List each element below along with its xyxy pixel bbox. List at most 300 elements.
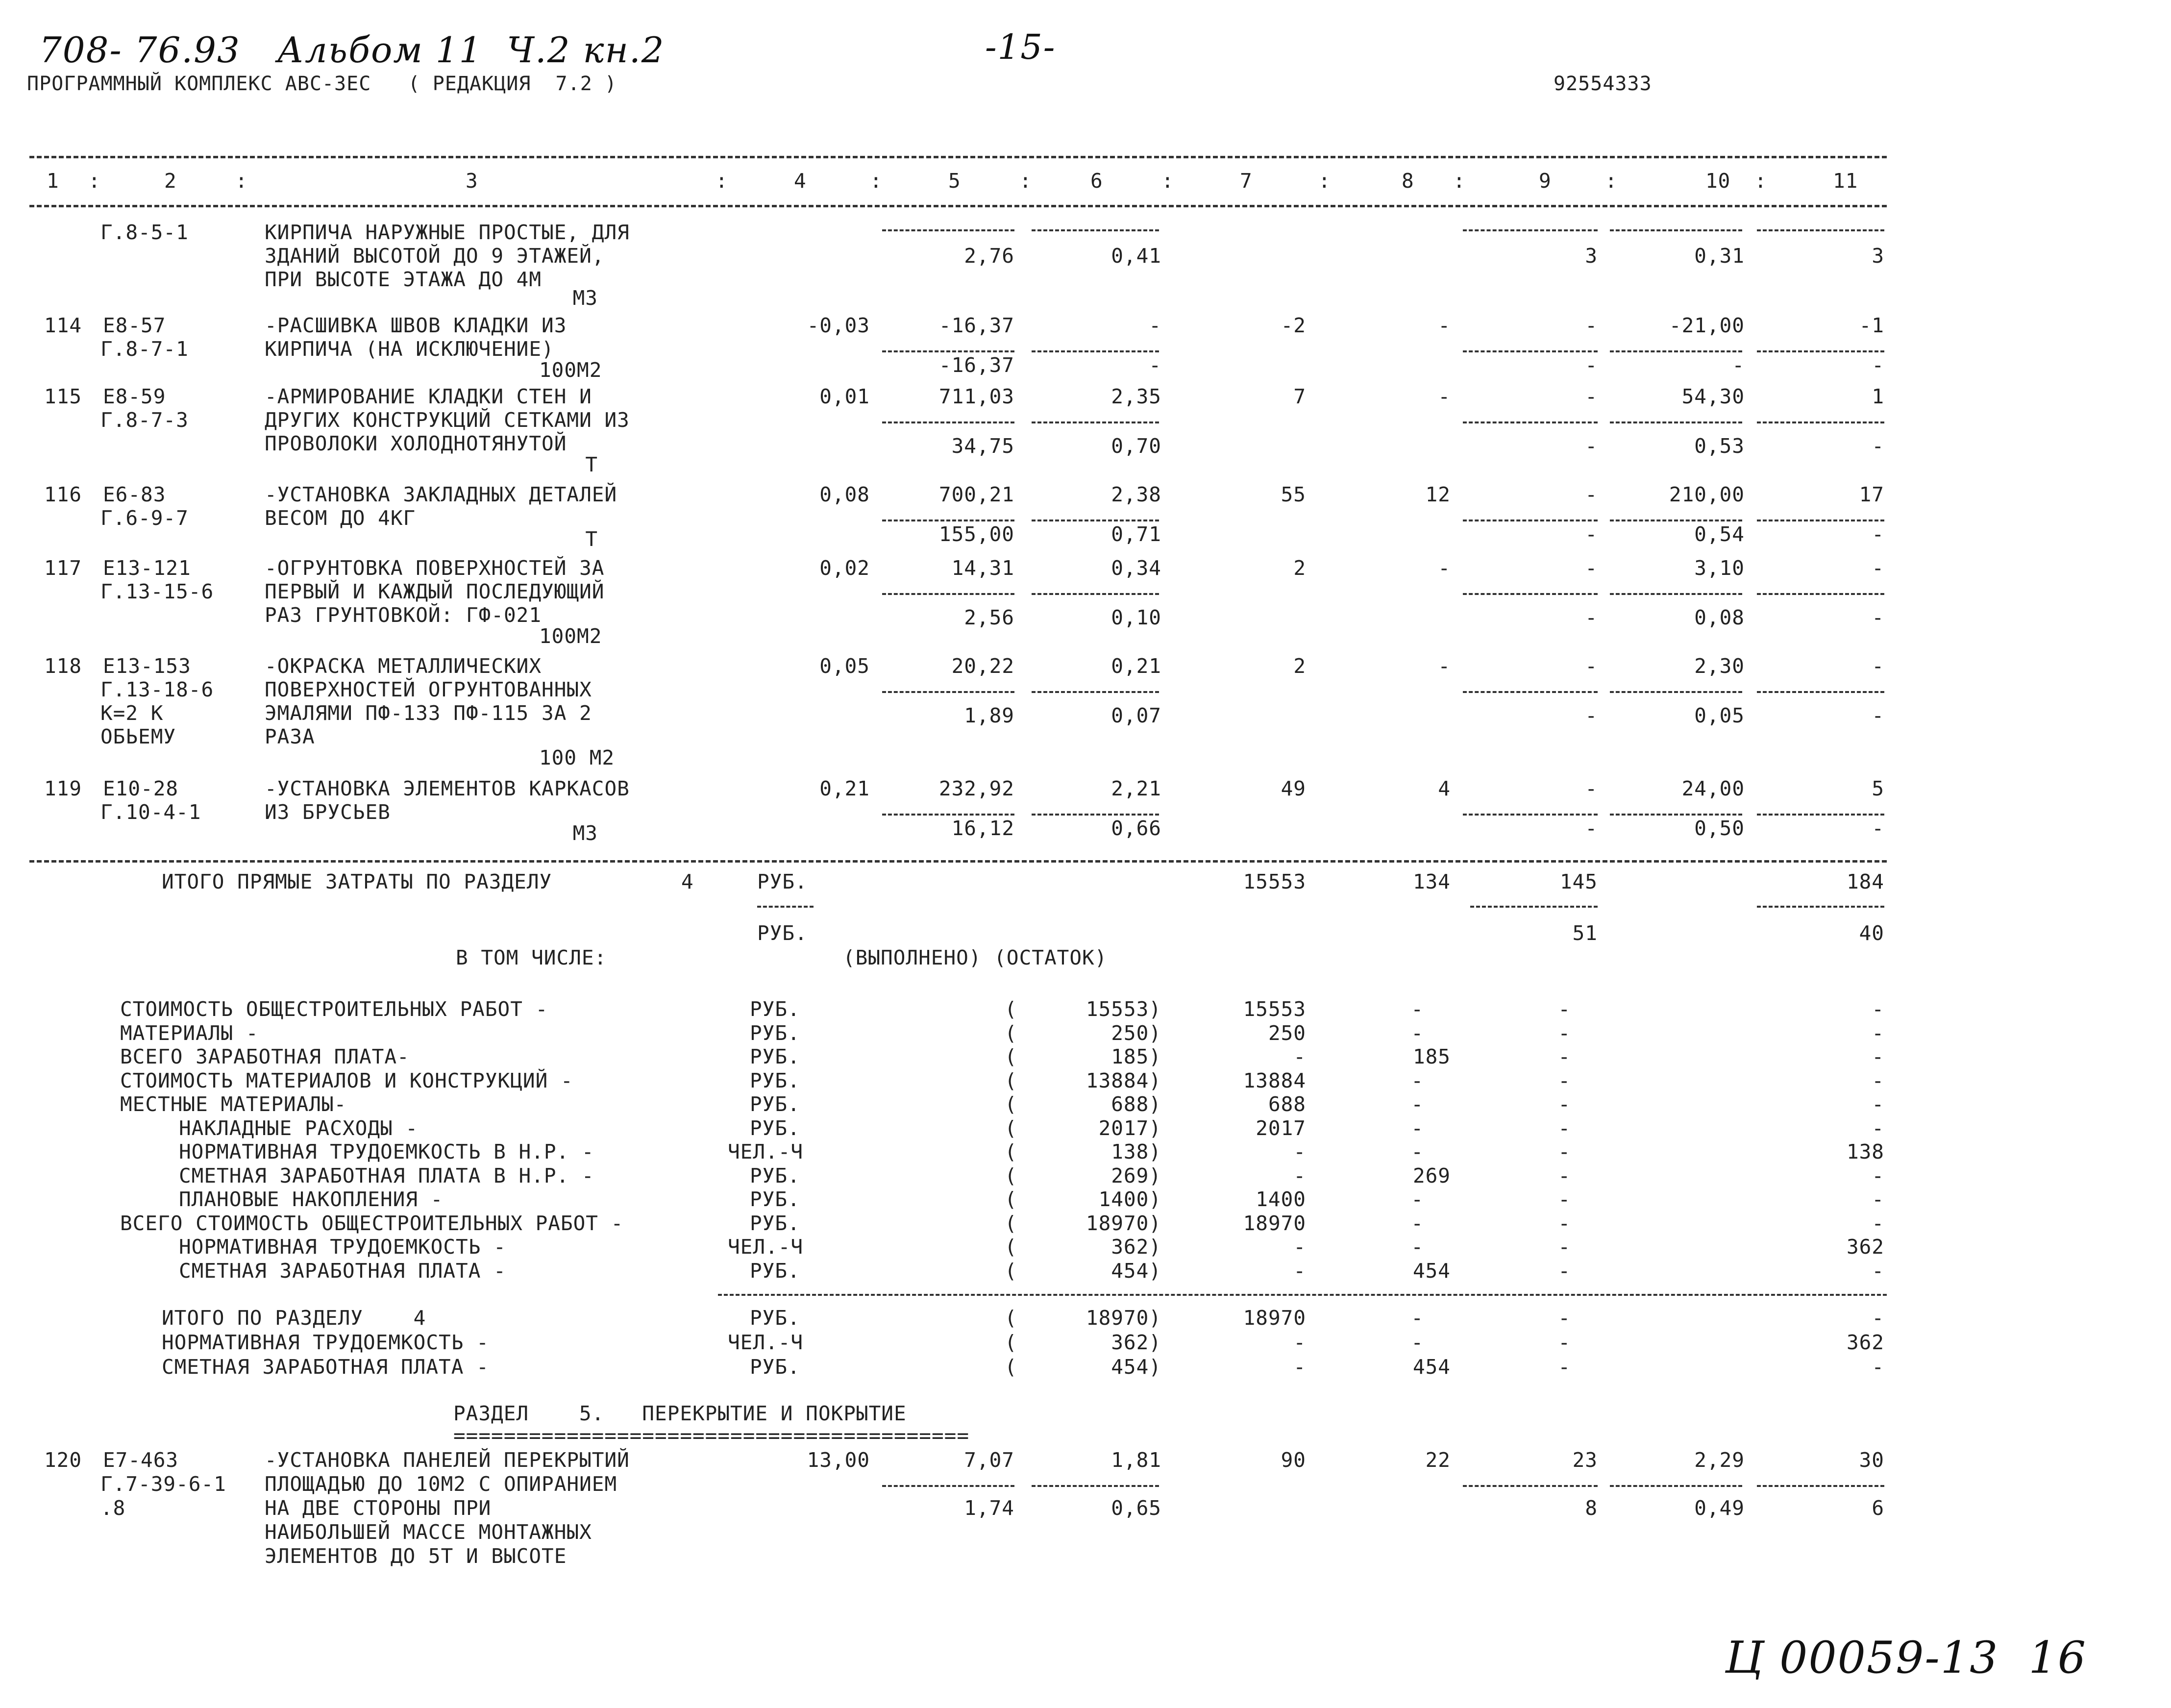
col9-lower: -	[1585, 606, 1598, 629]
col10-upper: 24,00	[1681, 777, 1745, 800]
col9-upper: -	[1585, 385, 1598, 408]
column-header-10: 10	[1705, 169, 1731, 193]
paren-open: (	[1005, 1045, 1017, 1068]
breakdown-label: СМЕТНАЯ ЗАРАБОТНАЯ ПЛАТА -	[179, 1259, 506, 1283]
unit-cost-wage: 0,34	[1111, 556, 1161, 580]
col10-lower: 0,08	[1694, 606, 1745, 629]
breakdown-col9: -	[1558, 1069, 1571, 1092]
col11-lower: -	[1872, 704, 1884, 727]
column-separator: :	[1161, 169, 1174, 193]
cell-underline	[882, 1485, 1014, 1487]
total-cost: 55	[1281, 483, 1306, 506]
breakdown-label: ПЛАНОВЫЕ НАКОПЛЕНИЯ -	[179, 1188, 444, 1211]
total-wage: 22	[1425, 1448, 1451, 1472]
column-header-8: 8	[1402, 169, 1414, 193]
totals-col11-lower: 40	[1859, 921, 1884, 945]
column-separator: :	[1605, 169, 1618, 193]
cell-underline	[1463, 1485, 1598, 1487]
unit-cost-machines: 155,00	[938, 522, 1014, 546]
work-description: -АРМИРОВАНИЕ КЛАДКИ СТЕН И	[265, 385, 592, 408]
norm-coef-basis: ОБЬЕМУ	[100, 725, 176, 748]
breakdown-label: СТОИМОСТЬ МАТЕРИАЛОВ И КОНСТРУКЦИЙ -	[120, 1069, 573, 1092]
handwritten-page-number: -15-	[985, 27, 1056, 67]
paren-open: (	[1005, 1331, 1017, 1354]
work-unit: 100М2	[539, 358, 602, 382]
breakdown-col11: -	[1872, 1164, 1884, 1188]
col9-lower: 8	[1585, 1496, 1598, 1520]
unit-cost-machine-wage: 0,65	[1111, 1496, 1161, 1520]
breakdown-done-value: 13884)	[1086, 1069, 1161, 1092]
column-header-9: 9	[1539, 169, 1552, 193]
cell-underline	[1757, 691, 1884, 693]
breakdown-col7: 250	[1268, 1021, 1306, 1045]
cell-underline	[882, 229, 1014, 231]
section-title: РАЗДЕЛ 5. ПЕРЕКРЫТИЕ И ПОКРЫТИЕ	[453, 1402, 907, 1425]
section-total-col9: -	[1558, 1355, 1571, 1379]
unit-cost-machines: 1,74	[964, 1496, 1014, 1520]
col11-lower: 6	[1872, 1496, 1884, 1520]
breakdown-label: НОРМАТИВНАЯ ТРУДОЕМКОСТЬ -	[179, 1235, 506, 1259]
col10-lower: 0,54	[1694, 522, 1745, 546]
unit-cost-wage: -	[1149, 314, 1161, 337]
total-cost: 90	[1281, 1448, 1306, 1472]
work-description: НА ДВЕ СТОРОНЫ ПРИ	[265, 1496, 492, 1520]
cell-underline	[1463, 593, 1598, 595]
work-description: ПЛОЩАДЬЮ ДО 10М2 С ОПИРАНИЕМ	[265, 1472, 617, 1496]
breakdown-col7: -	[1293, 1164, 1306, 1188]
work-unit: 100 М2	[539, 746, 615, 769]
work-description: КИРПИЧА (НА ИСКЛЮЧЕНИЕ)	[265, 337, 554, 361]
section-total-unit: РУБ.	[750, 1355, 800, 1379]
cell-underline	[1032, 691, 1159, 693]
cell-underline	[1032, 520, 1159, 521]
section-total-col7: 18970	[1243, 1306, 1306, 1330]
breakdown-unit: РУБ.	[750, 1212, 800, 1235]
breakdown-label: НАКЛАДНЫЕ РАСХОДЫ -	[179, 1116, 418, 1140]
breakdown-col11: 362	[1846, 1235, 1884, 1259]
breakdown-label: СМЕТНАЯ ЗАРАБОТНАЯ ПЛАТА В Н.Р. -	[179, 1164, 594, 1188]
paren-open: (	[1005, 1069, 1017, 1092]
column-header-1: 1	[47, 169, 59, 193]
cell-underline	[1610, 1485, 1742, 1487]
cell-underline	[1757, 229, 1884, 231]
breakdown-col11: -	[1872, 997, 1884, 1021]
paren-open: (	[1005, 1188, 1017, 1211]
norm-ref: Г.8-7-1	[100, 337, 189, 361]
breakdown-done-value: 362)	[1111, 1235, 1161, 1259]
col9-upper: -	[1585, 483, 1598, 506]
cell-underline	[882, 520, 1014, 521]
total-wage: -	[1438, 654, 1451, 678]
breakdown-label: ВСЕГО ЗАРАБОТНАЯ ПЛАТА-	[120, 1045, 410, 1068]
norm-code: Е6-83	[103, 483, 166, 506]
breakdown-label: МЕСТНЫЕ МАТЕРИАЛЫ-	[120, 1092, 347, 1116]
col10-upper: 210,00	[1669, 483, 1745, 506]
work-description: ВЕСОМ ДО 4КГ	[265, 506, 416, 530]
total-cost: -2	[1281, 314, 1306, 337]
col9-upper: -	[1585, 314, 1598, 337]
work-description: -РАСШИВКА ШВОВ КЛАДКИ ИЗ	[265, 314, 567, 337]
breakdown-unit: ЧЕЛ.-Ч	[728, 1235, 804, 1259]
work-description: ПОВЕРХНОСТЕЙ ОГРУНТОВАННЫХ	[265, 678, 592, 701]
unit-cost-wage: 1,81	[1111, 1448, 1161, 1472]
norm-ref: Г.7-39-6-1	[100, 1472, 226, 1496]
work-description: ИЗ БРУСЬЕВ	[265, 800, 391, 824]
cell-underline	[1032, 593, 1159, 595]
row-number: 116	[44, 483, 82, 506]
unit-cost-total: 7,07	[964, 1448, 1014, 1472]
work-unit: М3	[572, 286, 598, 310]
work-description: ДРУГИХ КОНСТРУКЦИЙ СЕТКАМИ ИЗ	[265, 408, 630, 432]
unit-cost-machines: 1,89	[964, 704, 1014, 727]
breakdown-col11: -	[1872, 1045, 1884, 1068]
breakdown-done-value: 250)	[1111, 1021, 1161, 1045]
unit-cost-total: -16,37	[938, 314, 1014, 337]
done-remainder-label: (ВЫПОЛНЕНО) (ОСТАТОК)	[843, 946, 1108, 969]
paren-open: (	[1005, 997, 1017, 1021]
breakdown-done-value: 138)	[1111, 1140, 1161, 1163]
col9-lower: -	[1585, 434, 1598, 458]
work-description: ПЕРВЫЙ И КАЖДЫЙ ПОСЛЕДУЮЩИЙ	[265, 580, 605, 603]
breakdown-label: МАТЕРИАЛЫ -	[120, 1021, 259, 1045]
unit-cost-total: 20,22	[951, 654, 1014, 678]
column-separator: :	[235, 169, 248, 193]
work-description: ПРОВОЛОКИ ХОЛОДНОТЯНУТОЙ	[265, 432, 567, 455]
breakdown-col11: -	[1872, 1188, 1884, 1211]
work-unit: М3	[572, 821, 598, 845]
norm-code: Е13-121	[103, 556, 191, 580]
section-total-col11: -	[1872, 1355, 1884, 1379]
quantity: 0,01	[819, 385, 870, 408]
total-wage: -	[1438, 556, 1451, 580]
unit-cost-machines: -16,37	[938, 353, 1014, 377]
cell-underline	[1610, 229, 1742, 231]
section-total-value: 18970)	[1086, 1306, 1161, 1330]
quantity: 13,00	[807, 1448, 870, 1472]
norm-coef: К=2 К	[100, 701, 164, 725]
unit-cost-wage: 2,38	[1111, 483, 1161, 506]
col9-upper: 23	[1572, 1448, 1598, 1472]
unit-cost-total: 232,92	[938, 777, 1014, 800]
breakdown-col11: -	[1872, 1069, 1884, 1092]
column-header-6: 6	[1090, 169, 1103, 193]
breakdown-col11: -	[1872, 1259, 1884, 1283]
cell-underline	[1757, 906, 1884, 908]
column-header-3: 3	[466, 169, 478, 193]
unit-cost-wage: 2,21	[1111, 777, 1161, 800]
paren-open: (	[1005, 1092, 1017, 1116]
breakdown-col9: -	[1558, 1116, 1571, 1140]
col10-upper: 2,30	[1694, 654, 1745, 678]
cell-underline	[1463, 350, 1598, 352]
col9-lower: 3	[1585, 244, 1598, 268]
total-wage: -	[1438, 314, 1451, 337]
column-separator: :	[870, 169, 883, 193]
breakdown-col9: -	[1558, 1140, 1571, 1163]
norm-code: Е8-57	[103, 314, 166, 337]
breakdown-done-value: 269)	[1111, 1164, 1161, 1188]
cell-underline	[1757, 350, 1884, 352]
column-separator: :	[1318, 169, 1331, 193]
paren-open: (	[1005, 1235, 1017, 1259]
cell-underline	[1610, 350, 1742, 352]
paren-open: (	[1005, 1021, 1017, 1045]
column-separator: :	[1754, 169, 1767, 193]
cell-underline	[882, 350, 1014, 352]
unit-cost-machine-wage: -	[1149, 353, 1161, 377]
breakdown-col7: 688	[1268, 1092, 1306, 1116]
paren-open: (	[1005, 1140, 1017, 1163]
total-wage: 12	[1425, 483, 1451, 506]
section-total-col11: -	[1872, 1306, 1884, 1330]
cell-underline	[882, 593, 1014, 595]
work-unit: Т	[585, 453, 598, 476]
section-total-col8: 454	[1412, 1355, 1451, 1379]
work-description: ЭМАЛЯМИ ПФ-133 ПФ-115 ЗА 2	[265, 701, 592, 725]
section-total-unit: РУБ.	[750, 1306, 800, 1330]
cell-underline	[1032, 1485, 1159, 1487]
breakdown-col7: 18970	[1243, 1212, 1306, 1235]
paren-open: (	[1005, 1164, 1017, 1188]
norm-code: Е10-28	[103, 777, 179, 800]
breakdown-done-value: 688)	[1111, 1092, 1161, 1116]
unit-cost-machines: 16,12	[951, 817, 1014, 840]
breakdown-unit: РУБ.	[750, 1092, 800, 1116]
table-header-rule	[29, 205, 1887, 207]
cell-underline	[1757, 520, 1884, 521]
col11-lower: -	[1872, 817, 1884, 840]
work-unit: 100М2	[539, 624, 602, 648]
section-total-unit: ЧЕЛ.-Ч	[728, 1331, 804, 1354]
col10-lower: -	[1732, 353, 1745, 377]
unit-cost-total: 700,21	[938, 483, 1014, 506]
norm-ref: Г.10-4-1	[100, 800, 201, 824]
work-description: -УСТАНОВКА ЭЛЕМЕНТОВ КАРКАСОВ	[265, 777, 630, 800]
breakdown-col11: -	[1872, 1092, 1884, 1116]
work-description: ПРИ ВЫСОТЕ ЭТАЖА ДО 4М	[265, 268, 542, 291]
unit-cost-machine-wage: 0,70	[1111, 434, 1161, 458]
cell-underline	[1610, 593, 1742, 595]
col10-upper: 3,10	[1694, 556, 1745, 580]
col9-lower: -	[1585, 704, 1598, 727]
cell-underline	[1757, 1485, 1884, 1487]
cell-underline	[1610, 691, 1742, 693]
breakdown-col11: 138	[1846, 1140, 1884, 1163]
breakdown-unit: ЧЕЛ.-Ч	[728, 1140, 804, 1163]
column-separator: :	[715, 169, 728, 193]
breakdown-col8: -	[1411, 1188, 1424, 1211]
work-unit: Т	[585, 527, 598, 551]
col11-lower: -	[1872, 606, 1884, 629]
breakdown-col9: -	[1558, 1021, 1571, 1045]
column-separator: :	[88, 169, 101, 193]
section-total-label: СМЕТНАЯ ЗАРАБОТНАЯ ПЛАТА -	[162, 1355, 489, 1379]
total-wage: -	[1438, 385, 1451, 408]
col10-upper: 54,30	[1681, 385, 1745, 408]
quantity: 0,08	[819, 483, 870, 506]
col10-lower: 0,50	[1694, 817, 1745, 840]
section-total-col11: 362	[1846, 1331, 1884, 1354]
breakdown-col8: -	[1411, 1212, 1424, 1235]
breakdown-unit: РУБ.	[750, 1188, 800, 1211]
norm-code: Е13-153	[103, 654, 191, 678]
cell-underline	[1470, 906, 1598, 908]
breakdown-col7: 13884	[1243, 1069, 1306, 1092]
unit-cost-machine-wage: 0,10	[1111, 606, 1161, 629]
work-description: РАЗА	[265, 725, 315, 748]
breakdown-col9: -	[1558, 1212, 1571, 1235]
work-description: КИРПИЧА НАРУЖНЫЕ ПРОСТЫЕ, ДЛЯ	[265, 221, 630, 244]
paren-open: (	[1005, 1259, 1017, 1283]
total-cost: 49	[1281, 777, 1306, 800]
breakdown-col9: -	[1558, 1092, 1571, 1116]
norm-coef: .8	[100, 1496, 126, 1520]
norm-code: Г.8-5-1	[100, 221, 189, 244]
section-total-col8: -	[1411, 1331, 1424, 1354]
col10-lower: 0,05	[1694, 704, 1745, 727]
breakdown-col7: 2017	[1256, 1116, 1306, 1140]
cell-underline	[1463, 691, 1598, 693]
column-separator: :	[1453, 169, 1466, 193]
cell-underline	[1463, 421, 1598, 423]
section-total-rule	[718, 1294, 1887, 1296]
paren-open: (	[1005, 1116, 1017, 1140]
col9-upper: -	[1585, 777, 1598, 800]
row-number: 119	[44, 777, 82, 800]
column-header-11: 11	[1833, 169, 1858, 193]
row-number: 114	[44, 314, 82, 337]
unit-cost-wage: 0,41	[1111, 244, 1161, 268]
cell-underline	[1757, 421, 1884, 423]
section-total-value: 454)	[1111, 1355, 1161, 1379]
col10-lower: 0,31	[1694, 244, 1745, 268]
section-total-label: НОРМАТИВНАЯ ТРУДОЕМКОСТЬ -	[162, 1331, 489, 1354]
col11-lower: -	[1872, 434, 1884, 458]
document-number: 92554333	[1554, 73, 1652, 95]
col11-upper: 17	[1859, 483, 1884, 506]
unit-cost-machines: 2,56	[964, 606, 1014, 629]
row-number: 117	[44, 556, 82, 580]
total-cost: 2	[1293, 556, 1306, 580]
unit-cost-total: 14,31	[951, 556, 1014, 580]
paren-open: (	[1005, 1212, 1017, 1235]
breakdown-col11: -	[1872, 1116, 1884, 1140]
col11-lower: -	[1872, 353, 1884, 377]
cell-underline	[1032, 350, 1159, 352]
col11-upper: -	[1872, 654, 1884, 678]
breakdown-col8: -	[1411, 1069, 1424, 1092]
breakdown-col8: 454	[1412, 1259, 1451, 1283]
work-description: -УСТАНОВКА ЗАКЛАДНЫХ ДЕТАЛЕЙ	[265, 483, 617, 506]
breakdown-col7: -	[1293, 1235, 1306, 1259]
col9-lower: -	[1585, 353, 1598, 377]
cell-underline	[882, 691, 1014, 693]
breakdown-done-value: 2017)	[1098, 1116, 1161, 1140]
work-description: ЭЛЕМЕНТОВ ДО 5Т И ВЫСОТЕ	[265, 1544, 567, 1568]
column-separator: :	[1019, 169, 1032, 193]
row-number: 120	[44, 1448, 82, 1472]
cell-underline	[1610, 520, 1742, 521]
breakdown-unit: РУБ.	[750, 997, 800, 1021]
work-description: ЗДАНИЙ ВЫСОТОЙ ДО 9 ЭТАЖЕЙ,	[265, 244, 605, 268]
col11-upper: 1	[1872, 385, 1884, 408]
breakdown-col9: -	[1558, 1235, 1571, 1259]
column-header-4: 4	[794, 169, 807, 193]
breakdown-col7: 15553	[1243, 997, 1306, 1021]
breakdown-col8: 269	[1412, 1164, 1451, 1188]
cell-underline	[1757, 593, 1884, 595]
norm-ref: Г.8-7-3	[100, 408, 189, 432]
totals-section: 4	[681, 870, 694, 893]
col11-upper: -	[1872, 556, 1884, 580]
unit-cost-wage: 2,35	[1111, 385, 1161, 408]
quantity: 0,21	[819, 777, 870, 800]
col9-lower: -	[1585, 522, 1598, 546]
section-total-col8: -	[1411, 1306, 1424, 1330]
table-top-rule	[29, 156, 1887, 158]
work-description: -ОКРАСКА МЕТАЛЛИЧЕСКИХ	[265, 654, 542, 678]
unit-cost-wage: 0,21	[1111, 654, 1161, 678]
col10-lower: 0,49	[1694, 1496, 1745, 1520]
col11-upper: 30	[1859, 1448, 1884, 1472]
totals-title: ИТОГО ПРЯМЫЕ ЗАТРАТЫ ПО РАЗДЕЛУ	[162, 870, 552, 893]
breakdown-col8: -	[1411, 1092, 1424, 1116]
quantity: -0,03	[807, 314, 870, 337]
handwritten-album-ref: 708- 76.93 Альбом 11 Ч.2 кн.2	[39, 29, 665, 71]
total-cost: 7	[1293, 385, 1306, 408]
norm-code: Е7-463	[103, 1448, 179, 1472]
norm-ref: Г.13-18-6	[100, 678, 214, 701]
breakdown-unit: РУБ.	[750, 1259, 800, 1283]
breakdown-col7: -	[1293, 1140, 1306, 1163]
breakdown-label: ВСЕГО СТОИМОСТЬ ОБЩЕСТРОИТЕЛЬНЫХ РАБОТ -	[120, 1212, 624, 1235]
row-number: 115	[44, 385, 82, 408]
breakdown-done-value: 15553)	[1086, 997, 1161, 1021]
col11-lower: -	[1872, 522, 1884, 546]
breakdown-col8: -	[1411, 997, 1424, 1021]
section-title-underline: =========================================	[453, 1424, 970, 1447]
breakdown-col7: -	[1293, 1045, 1306, 1068]
section-total-col7: -	[1293, 1355, 1306, 1379]
work-description: РАЗ ГРУНТОВКОЙ: ГФ-021	[265, 603, 542, 627]
breakdown-done-value: 454)	[1111, 1259, 1161, 1283]
breakdown-unit: РУБ.	[750, 1045, 800, 1068]
breakdown-col9: -	[1558, 1188, 1571, 1211]
totals-unit: РУБ.	[757, 870, 808, 893]
breakdown-col9: -	[1558, 1045, 1571, 1068]
breakdown-col9: -	[1558, 997, 1571, 1021]
unit-cost-machine-wage: 0,71	[1111, 522, 1161, 546]
section-total-col7: -	[1293, 1331, 1306, 1354]
breakdown-col9: -	[1558, 1259, 1571, 1283]
col11-upper: -1	[1859, 314, 1884, 337]
breakdown-done-value: 185)	[1111, 1045, 1161, 1068]
norm-ref: Г.6-9-7	[100, 506, 189, 530]
handwritten-archive-number: Ц 00059-13 16	[1725, 1632, 2087, 1683]
totals-col9-lower: 51	[1572, 921, 1598, 945]
cell-underline	[757, 906, 814, 908]
column-header-7: 7	[1240, 169, 1253, 193]
breakdown-unit: РУБ.	[750, 1116, 800, 1140]
col9-lower: -	[1585, 817, 1598, 840]
col11-lower: 3	[1872, 244, 1884, 268]
cell-underline	[882, 421, 1014, 423]
breakdown-col8: 185	[1412, 1045, 1451, 1068]
breakdown-done-value: 1400)	[1098, 1188, 1161, 1211]
breakdown-col7: 1400	[1256, 1188, 1306, 1211]
breakdown-col11: -	[1872, 1212, 1884, 1235]
program-header: ПРОГРАММНЫЙ КОМПЛЕКС АВС-3ЕС ( РЕДАКЦИЯ 7.2 )	[27, 73, 617, 95]
